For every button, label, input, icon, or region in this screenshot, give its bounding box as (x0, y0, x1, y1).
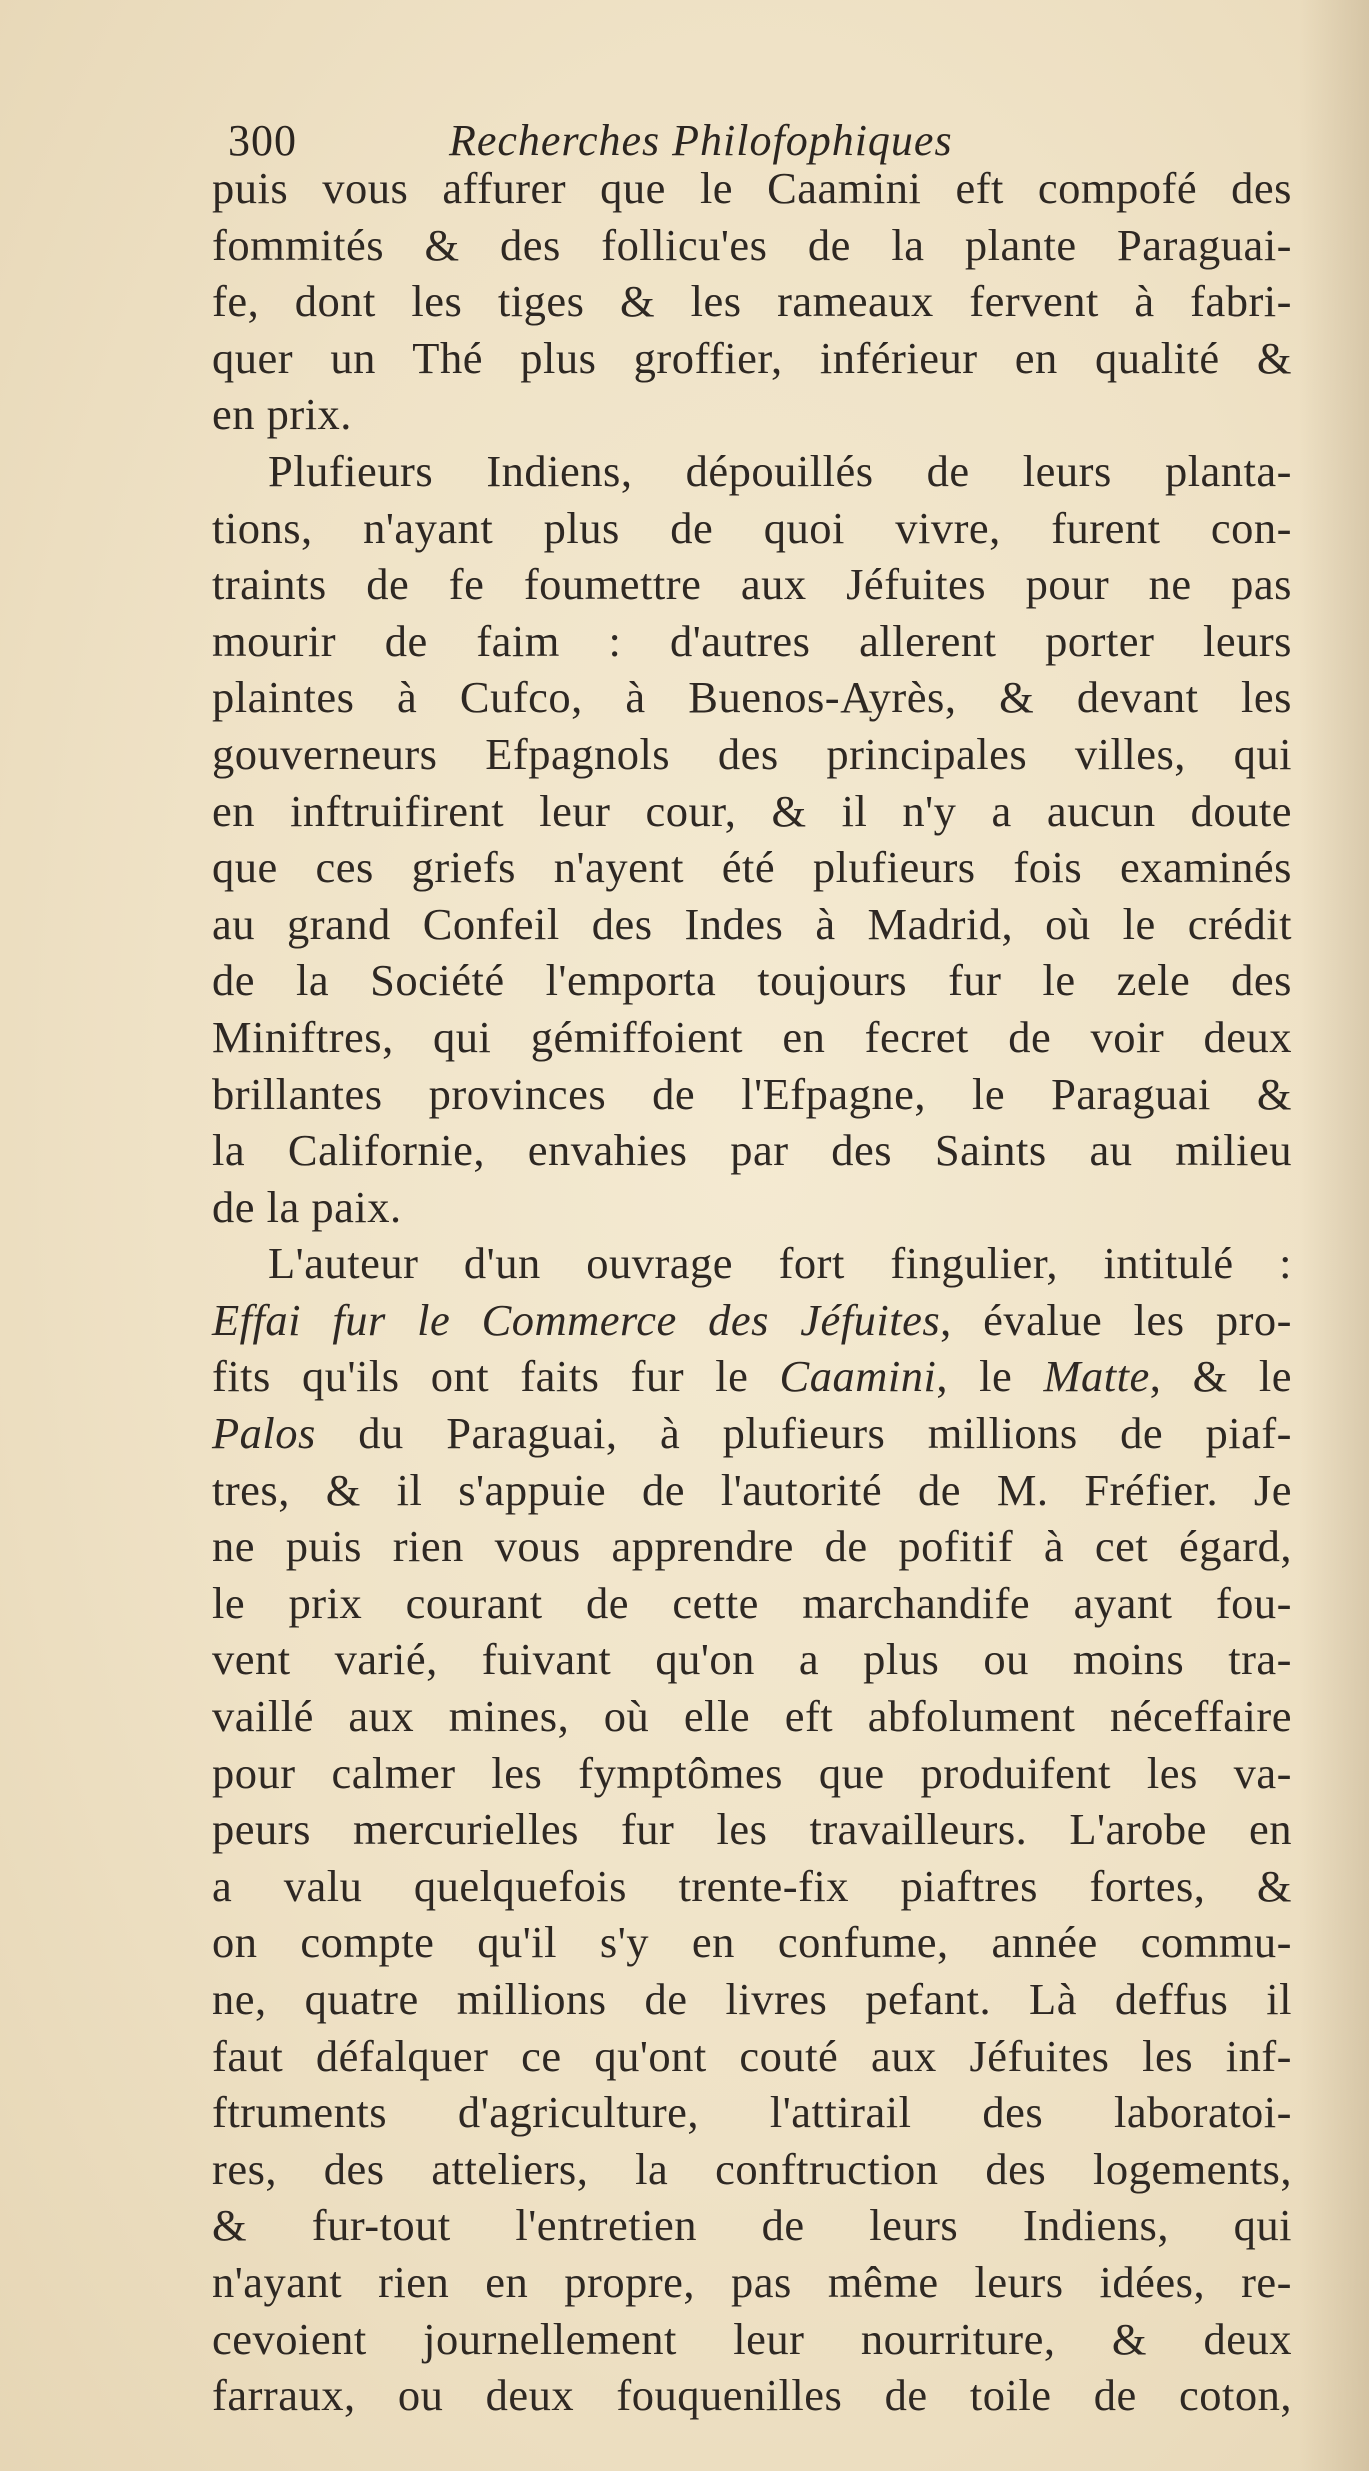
text-line (212, 2367, 1292, 2424)
italic-text: Palos (212, 1408, 316, 1459)
text-line (212, 2197, 1292, 2254)
text-segment: mourir de faim : d'autres allerent porter leurs (212, 615, 1292, 666)
text-line (212, 160, 1292, 217)
text-line (212, 443, 1292, 500)
text-segment: res, des atteliers, la conftruction des logements, (212, 2143, 1292, 2194)
text-line (212, 669, 1292, 726)
text-line (212, 1914, 1292, 1971)
text-line (212, 330, 1292, 387)
text-line (212, 952, 1292, 1009)
text-line (212, 2141, 1292, 2198)
text-segment: pour calmer les fymptômes que produifent les va- (212, 1747, 1292, 1798)
text-segment: , le (936, 1351, 1044, 1402)
text-line (212, 1631, 1292, 1688)
text-segment: n'ayant rien en propre, pas même leurs idées, re- (212, 2256, 1292, 2307)
text-segment: puis vous affurer que le Caamini eft compofé des (212, 163, 1292, 213)
text-segment: plaintes à Cufco, à Buenos-Ayrès, & devant les (212, 672, 1292, 723)
text-segment: que ces griefs n'ayent été plufieurs fois examinés (212, 842, 1292, 893)
text-line (212, 2028, 1292, 2085)
text-line (212, 1405, 1292, 1462)
text-segment: fommités & des follicu'es de la plante Paraguai- (212, 219, 1292, 270)
text-line (212, 896, 1292, 953)
text-line (212, 1745, 1292, 1802)
text-line (212, 1292, 1292, 1349)
text-line (212, 839, 1292, 896)
text-line (212, 783, 1292, 840)
text-line (212, 1066, 1292, 1123)
text-segment: gouverneurs Efpagnols des principales villes, qui (212, 728, 1292, 779)
text-line (212, 726, 1292, 783)
text-line (212, 217, 1292, 274)
text-segment: en inftruifirent leur cour, & il n'y a aucun doute (212, 785, 1292, 836)
text-segment: faut défalquer ce qu'ont couté aux Jéfuites les inf- (212, 2030, 1292, 2081)
text-segment: vaillé aux mines, où elle eft abfolument néceffaire (212, 1691, 1292, 1742)
text-line (212, 2254, 1292, 2311)
text-segment: tions, n'ayant plus de quoi vivre, furent con- (212, 502, 1292, 553)
page-edge-shadow (1299, 0, 1369, 2471)
text-line (212, 273, 1292, 330)
text-segment: Miniftres, qui gémiffoient en fecret de voir deux (212, 1011, 1292, 1062)
text-line (212, 2311, 1292, 2368)
text-segment: cevoient journellement leur nourriture, & deux (212, 2313, 1292, 2364)
text-segment: au grand Confeil des Indes à Madrid, où le crédit (212, 898, 1292, 949)
italic-text: Caamini (779, 1351, 937, 1402)
text-line (212, 613, 1292, 670)
text-line (212, 1179, 1292, 1236)
text-line (212, 1858, 1292, 1915)
text-line (212, 1122, 1292, 1179)
text-segment: du Paraguai, à plufieurs millions de piaf- (315, 1408, 1292, 1459)
text-segment: , évalue les pro- (940, 1294, 1292, 1345)
text-line (212, 1235, 1292, 1292)
text-line (212, 1575, 1292, 1632)
text-segment: farraux, ou deux fouquenilles de toile de coton, (212, 2370, 1292, 2421)
text-line (212, 556, 1292, 613)
italic-text: Matte (1043, 1351, 1150, 1402)
italic-text: Effai fur le Commerce des Jéfuites (212, 1294, 941, 1345)
text-segment: on compte qu'il s'y en confume, année commu- (212, 1917, 1292, 1968)
text-segment: le prix courant de cette marchandife ayant fou- (212, 1577, 1292, 1628)
text-segment: de la paix. (212, 1181, 402, 1232)
text-line (212, 1971, 1292, 2028)
text-segment: vent varié, fuivant qu'on a plus ou moins tra- (212, 1634, 1292, 1685)
text-line (212, 500, 1292, 557)
text-segment: Plufieurs Indiens, dépouillés de leurs planta- (268, 445, 1292, 496)
text-segment: en prix. (212, 389, 352, 440)
text-segment: a valu quelquefois trente-fix piaftres fortes, & (212, 1860, 1292, 1911)
text-line (212, 1801, 1292, 1858)
text-line (212, 1518, 1292, 1575)
text-segment: brillantes provinces de l'Efpagne, le Paraguai & (212, 1068, 1292, 1119)
text-segment: peurs mercurielles fur les travailleurs. L'arobe en (212, 1804, 1292, 1855)
text-segment: ne, quatre millions de livres pefant. Là deffus il (212, 1974, 1292, 2024)
text-line (212, 1462, 1292, 1519)
text-segment: la Californie, envahies par des Saints au milieu (212, 1125, 1292, 1176)
text-segment: L'auteur d'un ouvrage fort fingulier, intitulé : (268, 1238, 1292, 1289)
text-segment: quer un Thé plus groffier, inférieur en qualité & (212, 332, 1292, 383)
text-segment: traints de fe foumettre aux Jéfuites pour ne pas (212, 559, 1292, 610)
text-segment: ne puis rien vous apprendre de pofitif à cet égard, (212, 1521, 1292, 1572)
text-line (212, 1348, 1292, 1405)
page-number: 300 (228, 116, 297, 165)
text-segment: & fur-tout l'entretien de leurs Indiens, qui (212, 2200, 1292, 2251)
body-text (212, 160, 1292, 2424)
running-title: Recherches Philofophiques (449, 116, 953, 165)
text-line (212, 1009, 1292, 1066)
text-line (212, 386, 1292, 443)
text-segment: fits qu'ils ont faits fur le (212, 1351, 780, 1402)
text-segment: ftruments d'agriculture, l'attirail des laboratoi- (212, 2087, 1292, 2138)
text-line (212, 2084, 1292, 2141)
text-line (212, 1688, 1292, 1745)
text-segment: de la Société l'emporta toujours fur le zele des (212, 955, 1292, 1006)
text-segment: tres, & il s'appuie de l'autorité de M. Fréfier. Je (212, 1464, 1292, 1515)
text-segment: , & le (1149, 1351, 1292, 1402)
text-segment: fe, dont les tiges & les rameaux fervent à fabri- (212, 276, 1292, 327)
